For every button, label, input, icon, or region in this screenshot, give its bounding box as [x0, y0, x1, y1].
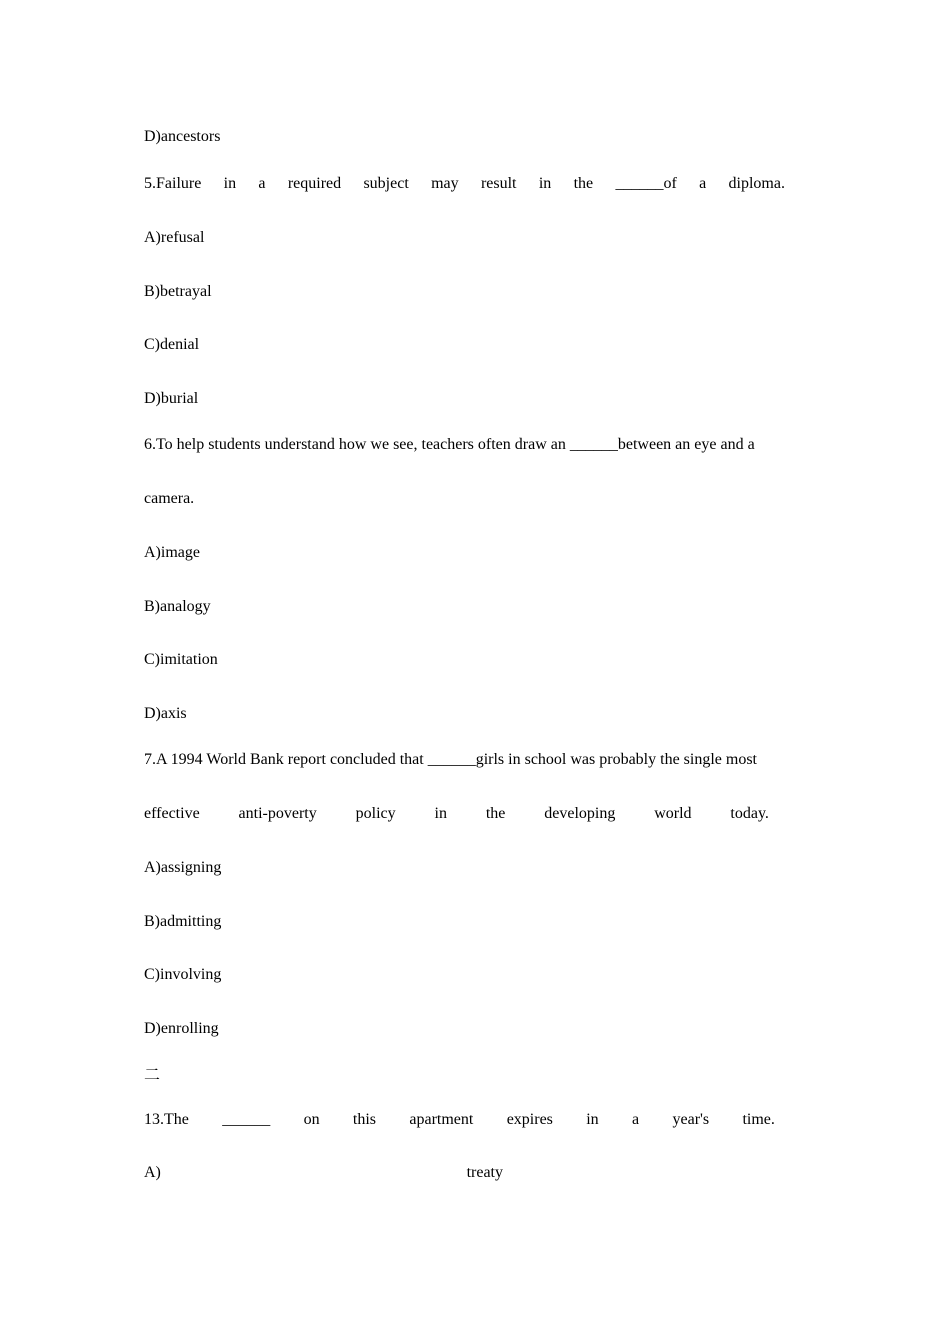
q13-blank: ______ [222, 1111, 271, 1128]
q7-word: today. [730, 805, 769, 822]
q7-word: anti-poverty [238, 805, 317, 822]
q13-word: 13.The [144, 1111, 189, 1128]
q5-word: required [287, 175, 342, 192]
q13-word: time. [742, 1111, 775, 1128]
q5-word: in [538, 175, 552, 192]
q5-word: result [480, 175, 517, 192]
q7-word: in [434, 805, 447, 822]
q7-question-line1: 7.A 1994 World Bank report concluded that ______girls in school was probably the single most [144, 751, 757, 768]
q5-word: diploma. [728, 175, 785, 192]
q7-word: developing [544, 805, 616, 822]
q5-word: the [573, 175, 594, 192]
q13-word: in [586, 1111, 599, 1128]
q6-option-b: B)analogy [144, 598, 211, 615]
q13-word: on [303, 1111, 320, 1128]
q7-word: the [485, 805, 506, 822]
q13-word: apartment [409, 1111, 474, 1128]
q13-option-a [144, 1163, 503, 1183]
q13-option-a-label: A) [144, 1164, 161, 1181]
q13-word: this [352, 1111, 377, 1128]
q7-word: effective [144, 805, 200, 822]
q13-option-a-text: treaty [466, 1164, 503, 1181]
q13-word: a [632, 1111, 640, 1128]
q5-option-b: B)betrayal [144, 283, 212, 300]
q5-word: in [223, 175, 237, 192]
q6-question-line2: camera. [144, 490, 195, 507]
q13-word: year's [672, 1111, 710, 1128]
q5-word: a [258, 175, 266, 192]
q7-word: world [654, 805, 692, 822]
q5-word: subject [363, 175, 409, 192]
q6-option-d: D)axis [144, 705, 187, 722]
q7-option-a: A)assigning [144, 859, 222, 876]
q5-word: 5.Failure [144, 175, 202, 192]
q7-option-c: C)involving [144, 966, 222, 983]
q6-option-a: A)image [144, 544, 200, 561]
q7-word: policy [355, 805, 396, 822]
section-heading: 二 [144, 1067, 161, 1084]
q5-option-a: A)refusal [144, 229, 205, 246]
q5-option-c: C)denial [144, 336, 200, 353]
q6-question-line1: 6.To help students understand how we see, teachers often draw an ______between an eye and a [144, 436, 755, 453]
q13-word: expires [506, 1111, 553, 1128]
q6-option-c: C)imitation [144, 651, 218, 668]
q5-option-d: D)burial [144, 390, 199, 407]
q7-option-d: D)enrolling [144, 1020, 219, 1037]
q4-option-d: D)ancestors [144, 128, 221, 145]
q7-option-b: B)admitting [144, 913, 222, 930]
q13-question [144, 1110, 775, 1130]
q5-word: may [431, 175, 459, 192]
q5-word: a [699, 175, 707, 192]
q5-blank-word: ______of [615, 175, 677, 192]
q5-question [144, 174, 785, 194]
q7-question-line2 [144, 804, 769, 824]
